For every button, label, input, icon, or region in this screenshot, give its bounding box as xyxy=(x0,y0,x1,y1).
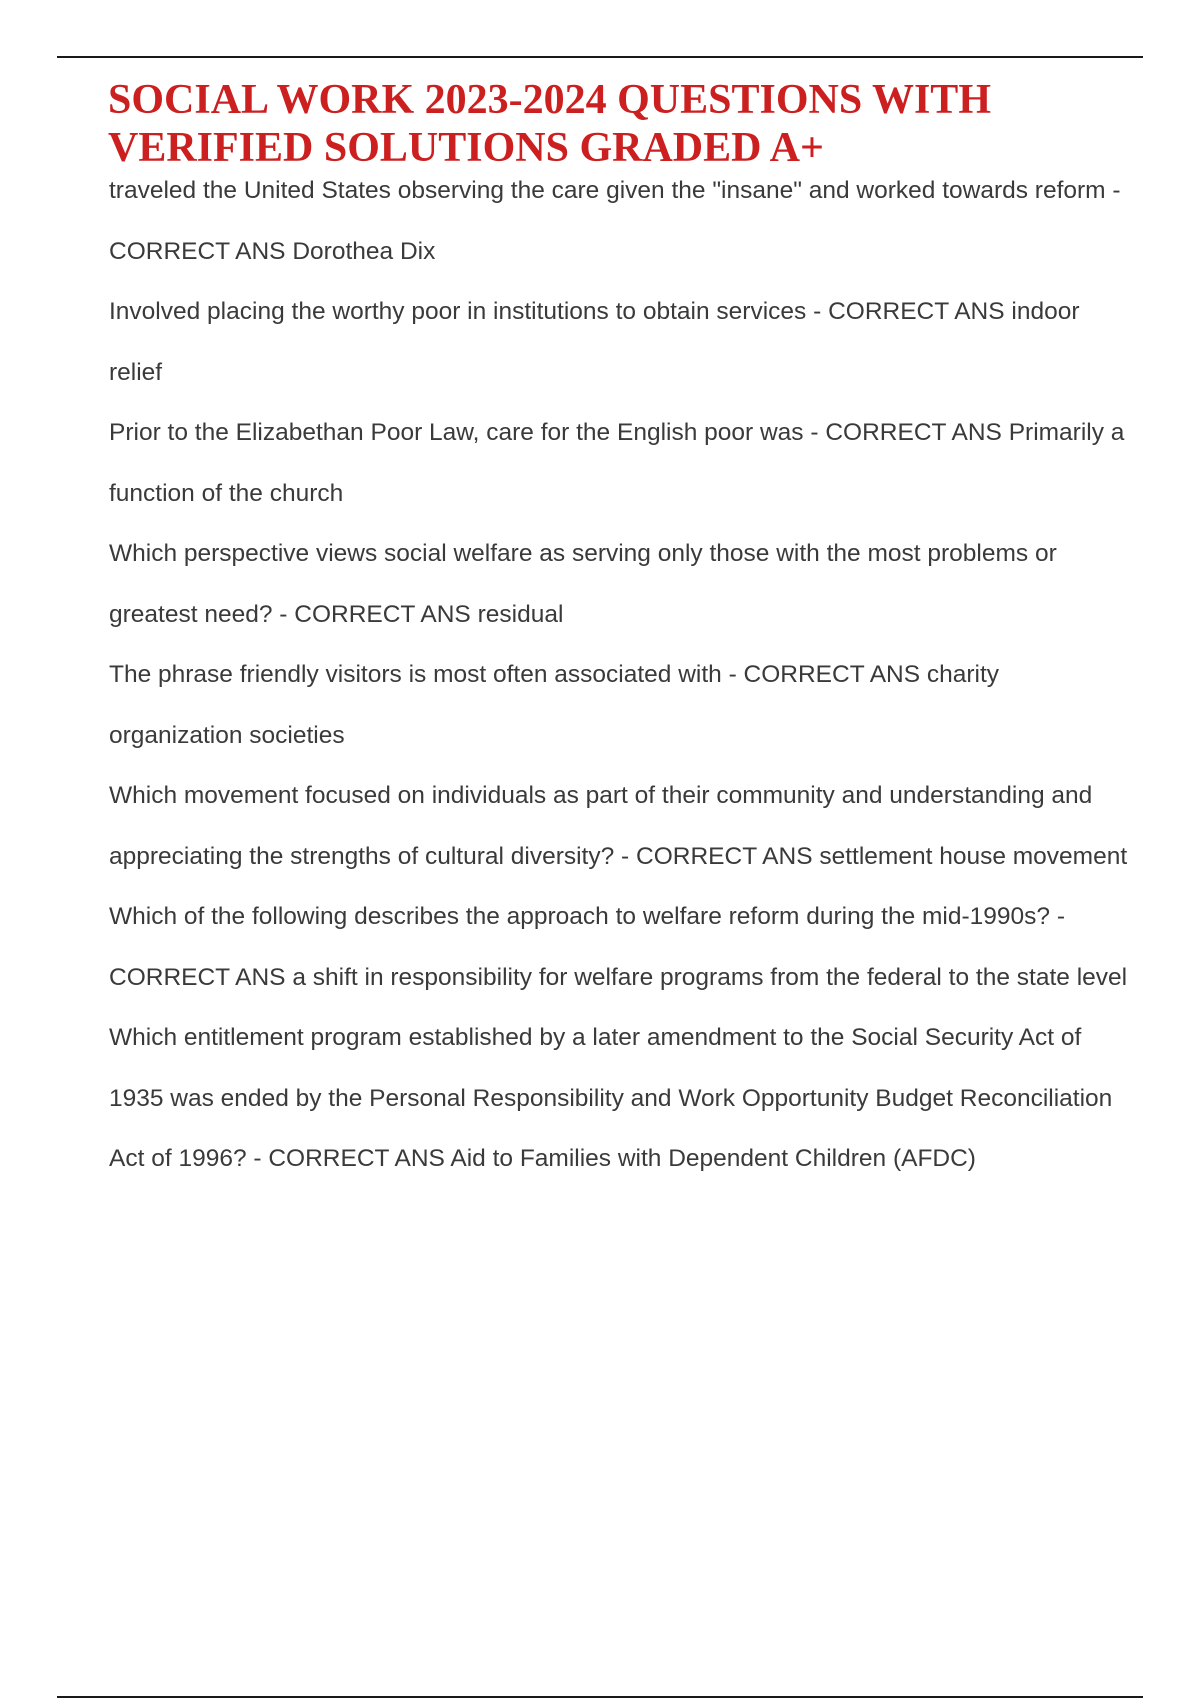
qa-item xyxy=(109,887,1129,1008)
bottom-rule xyxy=(57,1696,1143,1698)
answer-marker: CORRECT ANS xyxy=(636,842,813,870)
answer-text: Primarily a function of the church xyxy=(109,419,1132,507)
answer-marker: CORRECT ANS xyxy=(828,298,1005,325)
qa-item xyxy=(109,282,1129,403)
answer-text: a shift in responsibility for welfare programs from the federal to the state level xyxy=(292,963,1128,991)
answer-text: residual xyxy=(477,600,564,628)
qa-list xyxy=(109,161,1132,1190)
qa-item xyxy=(109,766,1129,887)
question-text: Which entitlement program established by a later amendment to the Social Security Act of 1935 was ended by the Personal Responsibility and Work Opportunity Budget Reconciliation Act of 1996? - xyxy=(109,1024,1118,1172)
qa-item xyxy=(109,645,1129,766)
question-text: Prior to the Elizabethan Poor Law, care for the English poor was - xyxy=(109,419,819,446)
answer-text: settlement house movement xyxy=(819,842,1128,870)
question-text: The phrase friendly visitors is most often associated with - xyxy=(109,661,737,688)
top-rule xyxy=(57,56,1143,58)
question-text: traveled the United States observing the care given the "insane" and worked towards reform - xyxy=(109,177,1121,204)
answer-marker: CORRECT ANS xyxy=(268,1145,445,1172)
qa-item xyxy=(109,524,1129,645)
answer-text: charity organization societies xyxy=(109,661,1006,749)
qa-item xyxy=(109,1008,1129,1190)
qa-item xyxy=(109,403,1132,524)
question-text: Which of the following describes the approach to welfare reform during the mid-1990s? - xyxy=(109,903,1065,930)
answer-marker: CORRECT ANS xyxy=(825,419,1002,446)
question-text: Which movement focused on individuals as part of their community and understanding and appreciating the strengths of cultural diversity? - xyxy=(109,782,1100,870)
answer-marker: CORRECT ANS xyxy=(294,600,471,628)
answer-marker: CORRECT ANS xyxy=(109,963,286,991)
answer-text: indoor relief xyxy=(109,298,1087,386)
answer-marker: CORRECT ANS xyxy=(743,661,921,688)
question-text: Which perspective views social welfare as serving only those with the most problems or greatest need? - xyxy=(109,540,1064,628)
qa-item xyxy=(109,161,1129,282)
document-title: SOCIAL WORK 2023-2024 QUESTIONS WITH VERIFIED SOLUTIONS GRADED A+ xyxy=(108,77,991,171)
answer-marker: CORRECT ANS xyxy=(109,237,286,265)
answer-text: Aid to Families with Dependent Children (AFDC) xyxy=(450,1145,976,1172)
question-text: Involved placing the worthy poor in institutions to obtain services - xyxy=(109,298,822,325)
answer-text: Dorothea Dix xyxy=(292,237,436,265)
